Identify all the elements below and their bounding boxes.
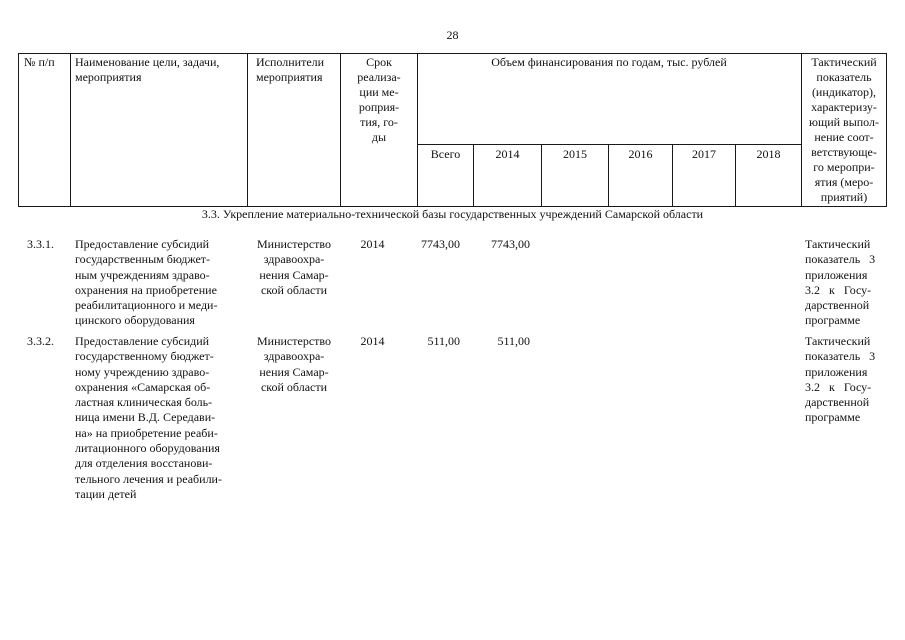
row-2014: 511,00 (497, 334, 530, 348)
header-num: № п/п (24, 55, 55, 69)
row-num: 3.3.2. (27, 334, 54, 348)
row-num: 3.3.1. (27, 237, 54, 251)
header-fin-total: Всего (430, 147, 461, 161)
row-name: Предоставление субсидий государственному бюджет- ному учреждению здраво- охранения «Самарская об- ластная клиническая боль- ница имени В.Д. Середави- на» на приобретение реаби- литационного оборудования для отделения восстанови- тельного лечения и реабили- тации детей (75, 334, 222, 501)
page-number: 28 (446, 28, 459, 42)
header-fin-2014: 2014 (495, 147, 520, 161)
row-total: 511,00 (427, 334, 460, 348)
header-fin-2018: 2018 (756, 147, 781, 161)
header-term: Срок реализа- ции ме- роприя- тия, го- ды (357, 55, 401, 144)
header-fin-2015: 2015 (563, 147, 587, 161)
row-indicator: Тактический показатель 3 приложения 3.2 к Госу- дарственной программе (805, 334, 876, 425)
header-fin-2017: 2017 (692, 147, 716, 161)
row-total: 7743,00 (421, 237, 460, 251)
row-2014: 7743,00 (491, 237, 530, 251)
row-indicator: Тактический показатель 3 приложения 3.2 к Госу- дарственной программе (805, 237, 876, 328)
header-indicator: Тактический показатель (индикатор), характеризу- ющий выпол- нение соот- ветствующе- го меропри- ятия (меро- приятий) (808, 55, 880, 204)
header-name: Наименование цели, задачи, мероприятия (75, 55, 220, 84)
header-executors: Исполнители мероприятия (256, 55, 325, 84)
row-executor: Министерство здравоохра- нения Самар- ской области (257, 237, 331, 297)
row-term: 2014 (360, 334, 385, 348)
row-executor: Министерство здравоохра- нения Самар- ской области (257, 334, 331, 394)
row-name: Предоставление субсидий государственным бюджет- ным учреждениям здраво- охранения на приобретение реабилитационного и меди- цинского оборудования (75, 237, 218, 328)
row-term: 2014 (360, 237, 385, 251)
header-fin-2016: 2016 (628, 147, 653, 161)
header-financing: Объем финансирования по годам, тыс. рублей (491, 55, 727, 69)
section-title: 3.3. Укрепление материально-технической базы государственных учреждений Самарской области (201, 207, 704, 221)
